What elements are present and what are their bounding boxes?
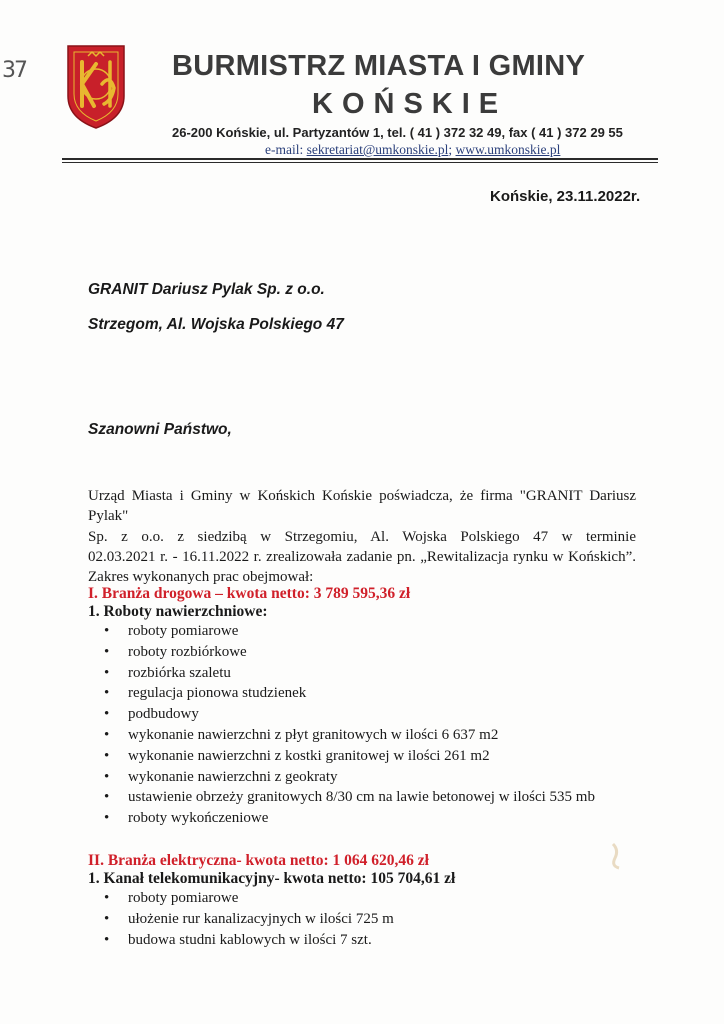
list-item: • regulacja pionowa studzienek [104, 683, 595, 704]
list-item: • wykonanie nawierzchni z kostki granitowej w ilości 261 m2 [104, 746, 595, 767]
letter-body [88, 486, 636, 587]
list-item: • budowa studni kablowych w ilości 7 szt. [104, 930, 394, 951]
header-rule-thin [62, 162, 658, 163]
list-item: • podbudowy [104, 704, 595, 725]
section-heading-electrical: II. Branża elektryczna- kwota netto: 1 064 620,46 zł [88, 852, 429, 869]
body-line: Sp. z o.o. z siedzibą w Strzegomiu, Al. Wojska Polskiego 47 w terminie [88, 528, 636, 545]
list-item: • roboty wykończeniowe [104, 808, 595, 829]
subsection-heading-telecom: 1. Kanał telekomunikacyjny- kwota netto: 105 704,61 zł [88, 870, 456, 887]
list-item: • rozbiórka szaletu [104, 663, 595, 684]
list-item: • ustawienie obrzeży granitowych 8/30 cm na lawie betonowej w ilości 535 mb [104, 787, 595, 808]
section-heading-road: I. Branża drogowa – kwota netto: 3 789 595,36 zł [88, 585, 411, 602]
recipient-name: GRANIT Dariusz Pylak Sp. z o.o. [88, 281, 325, 298]
office-city: KOŃSKIE [312, 88, 508, 120]
email-label: e-mail: [265, 142, 307, 157]
header-rule-thick [62, 158, 658, 160]
letter-date: Końskie, 23.11.2022r. [490, 188, 641, 205]
coat-of-arms-logo [66, 44, 126, 130]
recipient-address: Strzegom, Al. Wojska Polskiego 47 [88, 316, 344, 333]
list-item: • roboty pomiarowe [104, 621, 595, 642]
list-item: • wykonanie nawierzchni z geokraty [104, 767, 595, 788]
page-corner-mark: 37 [2, 58, 26, 83]
office-title: BURMISTRZ MIASTA I GMINY [172, 50, 586, 82]
office-address: 26-200 Końskie, ul. Partyzantów 1, tel. ( 41 ) 372 32 49, fax ( 41 ) 372 29 55 [172, 125, 623, 140]
contact-line [265, 142, 560, 158]
contact-separator: ; [448, 142, 456, 157]
list-item: • roboty pomiarowe [104, 888, 394, 909]
telecom-works-list [104, 888, 394, 950]
website-link[interactable]: www.umkonskie.pl [455, 142, 561, 157]
greeting: Szanowni Państwo, [88, 421, 232, 438]
email-link[interactable]: sekretariat@umkonskie.pl [306, 142, 449, 157]
body-line: Urząd Miasta i Gminy w Końskich Końskie poświadcza, że firma "GRANIT Dariusz Pylak" [88, 488, 636, 525]
body-line: 02.03.2021 r. - 16.11.2022 r. zrealizowała zadanie pn. „Rewitalizacja rynku w Końskich”. [88, 548, 636, 565]
paper-stain-mark [585, 840, 625, 870]
subsection-heading-surfaces: 1. Roboty nawierzchniowe: [88, 603, 268, 620]
list-item: • ułożenie rur kanalizacyjnych w ilości 725 m [104, 909, 394, 930]
road-works-list [104, 621, 595, 829]
body-line: Zakres wykonanych prac obejmował: [88, 569, 314, 586]
list-item: • roboty rozbiórkowe [104, 642, 595, 663]
list-item: • wykonanie nawierzchni z płyt granitowych w ilości 6 637 m2 [104, 725, 595, 746]
